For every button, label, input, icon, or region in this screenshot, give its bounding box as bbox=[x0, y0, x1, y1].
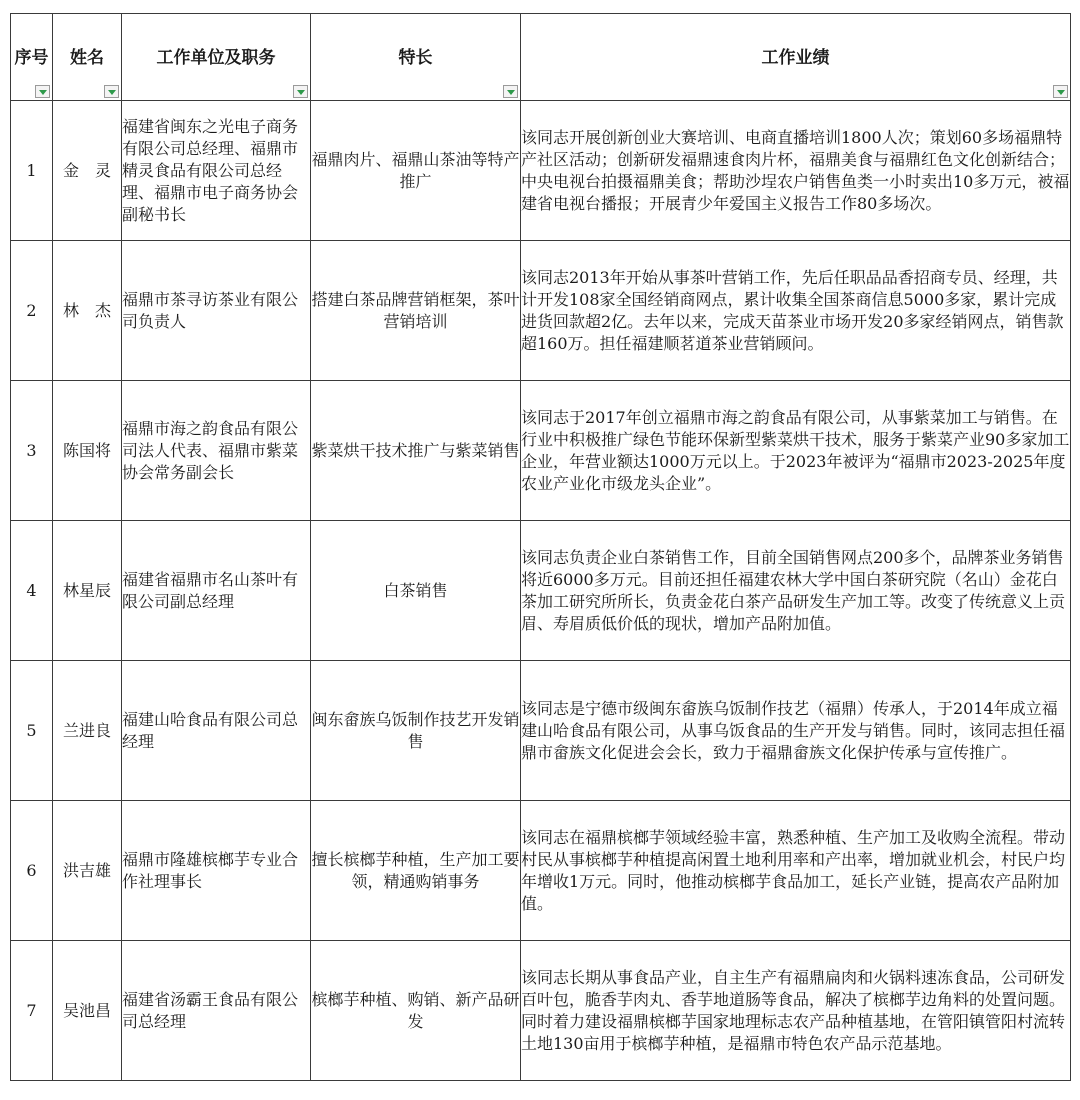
header-name-label: 姓名 bbox=[70, 47, 104, 68]
index-cell[interactable]: 3 bbox=[11, 381, 53, 521]
specialty-cell[interactable]: 福鼎肉片、福鼎山茶油等特产推广 bbox=[311, 101, 521, 241]
filter-dropdown-icon[interactable] bbox=[503, 85, 518, 98]
unit-cell[interactable]: 福鼎市茶寻访茶业有限公司负责人 bbox=[122, 241, 311, 381]
unit-cell[interactable]: 福建山哈食品有限公司总经理 bbox=[122, 661, 311, 801]
header-row bbox=[11, 14, 1071, 101]
name-cell[interactable]: 吴池昌 bbox=[53, 941, 122, 1081]
table-row bbox=[11, 801, 1071, 941]
performance-cell[interactable]: 该同志负责企业白茶销售工作，目前全国销售网点200多个，品牌茶业务销售将近6000多万元。目前还担任福建农林大学中国白茶研究院（名山）金花白茶加工研究所所长，负责金花白茶产品研发生产加工等。改变了传统意义上贡眉、寿眉质低价低的现状，增加产品附加值。 bbox=[521, 521, 1071, 661]
name-cell[interactable]: 陈国将 bbox=[53, 381, 122, 521]
specialty-cell[interactable]: 闽东畲族乌饭制作技艺开发销售 bbox=[311, 661, 521, 801]
header-name bbox=[53, 14, 122, 101]
unit-cell[interactable]: 福鼎市海之韵食品有限公司法人代表、福鼎市紫菜协会常务副会长 bbox=[122, 381, 311, 521]
performance-cell[interactable]: 该同志于2017年创立福鼎市海之韵食品有限公司，从事紫菜加工与销售。在行业中积极推广绿色节能环保新型紫菜烘干技术，服务于紫菜产业90多家加工企业，年营业额达1000万元以上。于2023年被评为“福鼎市2023-2025年度农业产业化市级龙头企业”。 bbox=[521, 381, 1071, 521]
name-cell[interactable]: 林 杰 bbox=[53, 241, 122, 381]
specialty-cell[interactable]: 擅长槟榔芋种植，生产加工要领，精通购销事务 bbox=[311, 801, 521, 941]
index-cell[interactable]: 2 bbox=[11, 241, 53, 381]
unit-cell[interactable]: 福鼎市隆雄槟榔芋专业合作社理事长 bbox=[122, 801, 311, 941]
name-cell[interactable]: 兰进良 bbox=[53, 661, 122, 801]
index-cell[interactable]: 5 bbox=[11, 661, 53, 801]
header-index-label: 序号 bbox=[14, 47, 49, 68]
header-performance bbox=[521, 14, 1071, 101]
unit-cell[interactable]: 福建省汤霸王食品有限公司总经理 bbox=[122, 941, 311, 1081]
unit-cell[interactable]: 福建省闽东之光电子商务有限公司总经理、福鼎市精灵食品有限公司总经理、福鼎市电子商务协会副秘书长 bbox=[122, 101, 311, 241]
filter-dropdown-icon[interactable] bbox=[1053, 85, 1068, 98]
table-row bbox=[11, 241, 1071, 381]
unit-cell[interactable]: 福建省福鼎市名山茶叶有限公司副总经理 bbox=[122, 521, 311, 661]
header-unit bbox=[122, 14, 311, 101]
specialty-cell[interactable]: 白茶销售 bbox=[311, 521, 521, 661]
performance-cell[interactable]: 该同志在福鼎槟榔芋领域经验丰富，熟悉种植、生产加工及收购全流程。带动村民从事槟榔芋种植提高闲置土地利用率和产出率，增加就业机会，村民户均年增收1万元。同时，他推动槟榔芋食品加工，延长产业链，提高农产品附加值。 bbox=[521, 801, 1071, 941]
table-row bbox=[11, 381, 1071, 521]
index-cell[interactable]: 1 bbox=[11, 101, 53, 241]
header-unit-label: 工作单位及职务 bbox=[156, 47, 276, 68]
index-cell[interactable]: 4 bbox=[11, 521, 53, 661]
talent-table bbox=[10, 13, 1071, 1081]
filter-dropdown-icon[interactable] bbox=[293, 85, 308, 98]
name-cell[interactable]: 洪吉雄 bbox=[53, 801, 122, 941]
table-row bbox=[11, 521, 1071, 661]
specialty-cell[interactable]: 槟榔芋种植、购销、新产品研发 bbox=[311, 941, 521, 1081]
table-row bbox=[11, 101, 1071, 241]
index-cell[interactable]: 7 bbox=[11, 941, 53, 1081]
header-specialty bbox=[311, 14, 521, 101]
name-cell[interactable]: 金 灵 bbox=[53, 101, 122, 241]
specialty-cell[interactable]: 紫菜烘干技术推广与紫菜销售 bbox=[311, 381, 521, 521]
header-performance-label: 工作业绩 bbox=[761, 47, 830, 68]
name-cell[interactable]: 林星辰 bbox=[53, 521, 122, 661]
header-index bbox=[11, 14, 53, 101]
index-cell[interactable]: 6 bbox=[11, 801, 53, 941]
performance-cell[interactable]: 该同志长期从事食品产业，自主生产有福鼎扁肉和火锅料速冻食品，公司研发百叶包，脆香芋肉丸、香芋地道肠等食品，解决了槟榔芋边角料的处置问题。同时着力建设福鼎槟榔芋国家地理标志农产品种植基地，在管阳镇管阳村流转土地130亩用于槟榔芋种植，是福鼎市特色农产品示范基地。 bbox=[521, 941, 1071, 1081]
specialty-cell[interactable]: 搭建白茶品牌营销框架，茶叶营销培训 bbox=[311, 241, 521, 381]
header-specialty-label: 特长 bbox=[398, 47, 433, 68]
table-row bbox=[11, 661, 1071, 801]
performance-cell[interactable]: 该同志开展创新创业大赛培训、电商直播培训1800人次；策划60多场福鼎特产社区活动；创新研发福鼎速食肉片杯，福鼎美食与福鼎红色文化创新结合；中央电视台拍摄福鼎美食；帮助沙埕农户销售鱼类一小时卖出10多万元，被福建省电视台播报；开展青少年爱国主义报告工作80多场次。 bbox=[521, 101, 1071, 241]
filter-dropdown-icon[interactable] bbox=[104, 85, 119, 98]
performance-cell[interactable]: 该同志2013年开始从事茶叶营销工作，先后任职品品香招商专员、经理，共计开发108家全国经销商网点，累计收集全国茶商信息5000多家，累计完成进货回款超2亿。去年以来，完成天苗茶业市场开发20多家经销网点，销售款超160万。担任福建顺茗道茶业营销顾问。 bbox=[521, 241, 1071, 381]
table-row bbox=[11, 941, 1071, 1081]
performance-cell[interactable]: 该同志是宁德市级闽东畲族乌饭制作技艺（福鼎）传承人，于2014年成立福建山哈食品有限公司，从事乌饭食品的生产开发与销售。同时，该同志担任福鼎市畲族文化促进会会长，致力于福鼎畲族文化保护传承与宣传推广。 bbox=[521, 661, 1071, 801]
filter-dropdown-icon[interactable] bbox=[35, 85, 50, 98]
